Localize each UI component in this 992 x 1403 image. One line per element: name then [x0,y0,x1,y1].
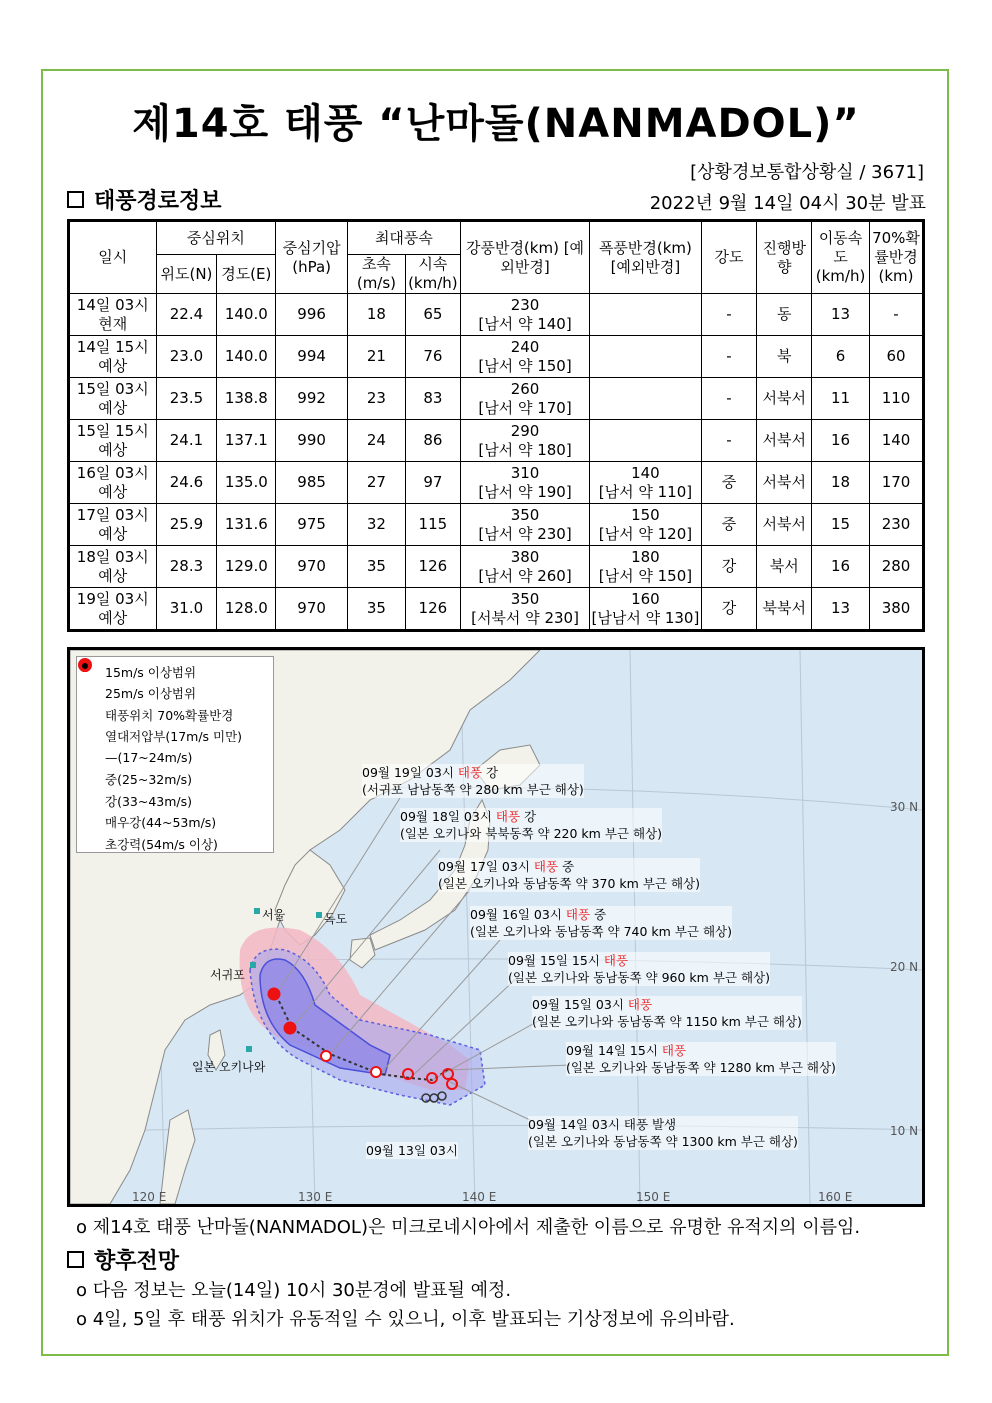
cell-time-line: 15일 15시 [76,421,149,440]
okinawa-marker-icon [246,1046,252,1052]
cell-direction: 서북서 [757,420,812,462]
header-kmh: 시속(km/h) [405,255,460,294]
header-gale: 강풍반경(km) [예외반경] [460,221,589,294]
map-label-pre: 09월 15일 03시 [532,997,628,1012]
lon-130-label: 130 E [298,1190,333,1204]
cell-time [69,420,157,462]
cell-storm [590,588,701,631]
place-dokdo: 독도 [324,912,348,926]
cell-time [69,504,157,546]
cell-time [69,336,157,378]
name-note: o 제14호 태풍 난마돌(NANMADOL)은 미크로네시아에서 제출한 이름으로 유명한 유적지의 이름임. [76,1217,861,1238]
cell-time-line: 예상 [98,356,128,375]
cell-prob: 140 [870,420,924,462]
cell-gale [460,378,589,420]
tropical-depression-icon [83,728,99,744]
cell-time-line: 14일 03시 [76,295,149,314]
map-label-sub: (일본 오키나와 동남동쪽 약 740 km 부근 해상) [470,924,732,939]
cell-lon: 140.0 [217,336,276,378]
section-track-info [67,184,222,215]
cell-gale-line: [남서 약 190] [478,482,572,501]
legend-label: 25m/s 이상범위 [105,686,197,702]
cell-gale-line: [남서 약 230] [478,524,572,543]
map-label-pre: 09월 15일 15시 [508,953,604,968]
outlook-item: o 다음 정보는 오늘(14일) 10시 30분경에 발표될 예정. [76,1280,512,1301]
map-label-post: 강 [482,765,499,780]
section-title: 태풍경로정보 [94,189,222,214]
header-time: 일시 [69,221,157,294]
cell-kmh: 126 [405,588,460,631]
map-position-label [532,996,802,1030]
cell-storm-line: [남남서 약 130] [591,608,700,627]
cell-lon: 131.6 [217,504,276,546]
legend-item [83,812,267,834]
cell-gale-line: [남서 약 170] [478,398,572,417]
cell-storm [590,504,701,546]
place-okinawa: 일본 오키나와 [192,1060,266,1074]
cell-time-line: 19일 03시 [76,589,149,608]
header-prob: 70%확률반경(km) [870,221,924,294]
lon-140-label: 140 E [462,1190,497,1204]
cell-ms: 18 [348,294,406,336]
cell-lat: 22.4 [156,294,217,336]
seoul-marker-icon [254,908,260,914]
cell-intensity: 중 [701,462,757,504]
map-label-sub: (일본 오키나와 동남동쪽 약 1300 km 부근 해상) [528,1134,798,1149]
cell-time-line: 14일 15시 [76,337,149,356]
cell-storm-line: [남서 약 120] [598,524,693,543]
map-label-title [362,764,584,781]
map-label-title [438,858,700,875]
map-label-sub: (일본 오키나와 동남동쪽 약 960 km 부근 해상) [508,970,770,985]
cell-gale [460,504,589,546]
map-label-sub: (일본 오키나와 북북동쪽 약 220 km 부근 해상) [400,826,662,841]
cell-intensity: 중 [701,504,757,546]
lat-10-label: 10 N [890,1124,919,1138]
cell-pressure: 970 [276,546,348,588]
legend-label: 열대저압부(17m/s 미만) [105,729,243,745]
cell-speed: 16 [812,420,870,462]
legend-item [83,726,267,748]
cell-time [69,546,157,588]
cell-gale [460,294,589,336]
header-wind: 최대풍속 [348,221,461,255]
lat-30-label: 30 N [890,800,919,814]
map-label-title [566,1042,836,1059]
map-label-red: 태풍 [565,907,591,922]
map-label-title [532,996,802,1013]
cell-ms: 21 [348,336,406,378]
typhoon-marker-icon [268,988,280,1000]
legend-label: 15m/s 이상범위 [105,664,197,680]
typhoon-track-map [67,647,925,1207]
cell-pressure: 990 [276,420,348,462]
map-label-pre: 09월 17일 03시 [438,859,534,874]
map-position-label [362,764,584,798]
cell-prob: 110 [870,378,924,420]
cell-gale-line: [남서 약 260] [478,566,572,585]
cell-intensity: - [701,378,757,420]
cell-time-line: 17일 03시 [76,505,149,524]
map-label-pre: 09월 19일 03시 [362,765,458,780]
cell-ms: 27 [348,462,406,504]
legend-label: 태풍위치 70%확률반경 [105,707,234,723]
map-label-sub: (일본 오키나와 동남동쪽 약 1150 km 부근 해상) [532,1014,802,1029]
cell-direction: 북 [757,336,812,378]
cell-time-line: 현재 [98,314,128,333]
medium-typhoon-icon [83,771,99,787]
cell-ms: 32 [348,504,406,546]
cell-intensity: - [701,294,757,336]
cell-intensity: 강 [701,588,757,631]
cell-prob: 280 [870,546,924,588]
cell-time [69,588,157,631]
cell-gale-line: 260 [510,379,540,398]
typhoon-marker-icon [284,1022,296,1034]
header-pressure: 중심기압(hPa) [276,221,348,294]
cell-ms: 24 [348,420,406,462]
header-intensity: 강도 [701,221,757,294]
cell-pressure: 975 [276,504,348,546]
map-label-red: 태풍 [661,1043,687,1058]
seogwipo-marker-icon [250,962,256,968]
cell-lon: 138.8 [217,378,276,420]
legend-item [83,790,267,812]
cell-gale-line: [서북서 약 230] [471,608,579,627]
map-position-label [438,858,700,892]
map-label-post: 중 [590,907,607,922]
lon-160-label: 160 E [818,1190,853,1204]
cell-lat: 23.0 [156,336,217,378]
cell-gale [460,420,589,462]
legend-item [83,661,267,683]
cell-storm-line: 180 [631,547,660,566]
cell-storm [590,462,701,504]
checkbox-square-icon [67,191,84,208]
cell-storm [590,378,701,420]
cell-storm [590,336,701,378]
cell-storm-line: [남서 약 110] [598,482,693,501]
map-label-13: 09월 13일 03시 [366,1143,458,1158]
place-seogwipo: 서귀포 [210,968,245,982]
header-lon: 경도(E) [217,255,276,294]
strong-typhoon-icon [83,793,99,809]
cell-gale-line: 380 [510,547,540,566]
cell-lat: 31.0 [156,588,217,631]
cell-intensity: - [701,420,757,462]
cell-time-line: 예상 [98,566,128,585]
very-strong-typhoon-icon [83,814,99,830]
cell-time-line: 15일 03시 [76,379,149,398]
cell-gale-line: [남서 약 140] [478,314,572,333]
outlook-item: o 4일, 5일 후 태풍 위치가 유동적일 수 있으니, 이후 발표되는 기상정보에 유의바람. [76,1309,735,1330]
cell-time [69,378,157,420]
cell-direction: 서북서 [757,378,812,420]
map-position-label [470,906,732,940]
cell-time-line: 예상 [98,524,128,543]
cell-time-line: 예상 [98,482,128,501]
table-row [69,504,924,546]
office-info: [상황경보통합상황실 / 3671] [690,162,924,183]
map-legend [76,656,274,853]
cell-lat: 25.9 [156,504,217,546]
page-title: 제14호 태풍 “난마돌(NANMADOL)” [132,101,860,147]
map-label-post: 중 [558,859,575,874]
cell-speed: 6 [812,336,870,378]
cell-gale-line: 290 [510,421,540,440]
cell-storm-line: 140 [631,463,660,482]
cell-prob: 380 [870,588,924,631]
map-label-sub: (일본 오키나와 동남동쪽 약 370 km 부근 해상) [438,876,700,891]
header-direction: 진행방향 [757,221,812,294]
cell-speed: 15 [812,504,870,546]
cell-kmh: 115 [405,504,460,546]
cell-time-line: 18일 03시 [76,547,149,566]
checkbox-square-icon [67,1251,84,1268]
cell-kmh: 83 [405,378,460,420]
cell-lat: 24.6 [156,462,217,504]
cell-gale-line: 230 [510,295,540,314]
cell-lon: 129.0 [217,546,276,588]
cell-speed: 11 [812,378,870,420]
cell-direction: 동 [757,294,812,336]
cell-kmh: 65 [405,294,460,336]
cell-lon: 140.0 [217,294,276,336]
map-label-pre: 09월 18일 03시 [400,809,496,824]
cell-prob: 230 [870,504,924,546]
cell-gale-line: 240 [510,337,540,356]
table-row [69,546,924,588]
typhoon-marker-icon [371,1067,381,1077]
legend-item [83,747,267,769]
map-position-label [508,952,770,986]
track-table [67,219,925,632]
cell-intensity: 강 [701,546,757,588]
map-label-post: 강 [520,809,537,824]
map-position-label [566,1042,836,1076]
cell-gale [460,588,589,631]
pink-circle-icon [83,707,99,723]
legend-item [83,833,267,855]
cell-speed: 16 [812,546,870,588]
cell-lat: 28.3 [156,546,217,588]
cell-intensity: - [701,336,757,378]
header-center: 중심위치 [156,221,276,255]
cell-storm-line: 150 [631,505,660,524]
lon-120-label: 120 E [132,1190,167,1204]
cell-lat: 23.5 [156,378,217,420]
cell-gale-line: [남서 약 150] [478,356,572,375]
cell-kmh: 126 [405,546,460,588]
cell-storm [590,420,701,462]
legend-item [83,704,267,726]
table-row [69,588,924,631]
table-row [69,420,924,462]
cell-direction: 서북서 [757,504,812,546]
cell-pressure: 985 [276,462,348,504]
cell-storm-line: 160 [631,589,660,608]
super-typhoon-icon [83,836,99,852]
map-label-pre: 09월 14일 03시 태풍 발생 [528,1117,677,1132]
lat-20-label: 20 N [890,960,919,974]
cell-gale-line: 350 [510,505,540,524]
legend-label: 강(33~43m/s) [105,793,193,809]
issued-time: 2022년 9월 14일 04시 30분 발표 [649,193,926,214]
cell-gale [460,336,589,378]
cell-speed: 13 [812,294,870,336]
map-label-title [528,1116,798,1133]
cell-kmh: 97 [405,462,460,504]
section-outlook [67,1244,179,1275]
map-label-pre: 09월 16일 03시 [470,907,566,922]
header-speed: 이동속도(km/h) [812,221,870,294]
lon-150-label: 150 E [636,1190,671,1204]
header-storm: 폭풍반경(km) [예외반경] [590,221,701,294]
cell-lon: 128.0 [217,588,276,631]
cell-lon: 135.0 [217,462,276,504]
map-label-red: 태풍 [627,997,653,1012]
legend-label: —(17~24m/s) [105,750,193,766]
cell-ms: 35 [348,588,406,631]
cell-storm [590,294,701,336]
map-label-red: 태풍 [603,953,629,968]
cell-prob: - [870,294,924,336]
cell-prob: 60 [870,336,924,378]
cell-gale-line: [남서 약 180] [478,440,572,459]
legend-label: 중(25~32m/s) [105,772,193,788]
cell-direction: 북북서 [757,588,812,631]
dokdo-marker-icon [316,912,322,918]
cell-pressure: 994 [276,336,348,378]
cell-time-line: 16일 03시 [76,463,149,482]
cell-kmh: 76 [405,336,460,378]
place-seoul: 서울 [262,908,286,922]
map-position-label [528,1116,798,1150]
map-label-sub: (일본 오키나와 동남동쪽 약 1280 km 부근 해상) [566,1060,836,1075]
legend-item [83,769,267,791]
cell-lat: 24.1 [156,420,217,462]
cell-time-line: 예상 [98,398,128,417]
map-label-red: 태풍 [495,809,521,824]
map-label-red: 태풍 [533,859,559,874]
map-label-red: 태풍 [457,765,483,780]
cell-prob: 170 [870,462,924,504]
table-row [69,336,924,378]
map-label-pre: 09월 14일 15시 [566,1043,662,1058]
cell-gale [460,546,589,588]
legend-item [83,683,267,705]
cell-speed: 18 [812,462,870,504]
typhoon-marker-icon [321,1051,331,1061]
cell-time-line: 예상 [98,608,128,627]
cell-direction: 서북서 [757,462,812,504]
cell-lon: 137.1 [217,420,276,462]
map-position-label [400,808,662,842]
legend-label: 매우강(44~53m/s) [105,815,217,831]
cell-time [69,462,157,504]
map-label-title [470,906,732,923]
header-ms: 초속(m/s) [348,255,406,294]
cell-speed: 13 [812,588,870,631]
cell-ms: 23 [348,378,406,420]
cell-time-line: 예상 [98,440,128,459]
cell-gale-line: 310 [510,463,540,482]
table-row [69,294,924,336]
cell-direction: 북서 [757,546,812,588]
cell-ms: 35 [348,546,406,588]
header-lat: 위도(N) [156,255,217,294]
cell-pressure: 992 [276,378,348,420]
table-row [69,378,924,420]
table-row [69,462,924,504]
cell-gale [460,462,589,504]
cell-gale-line: 350 [510,589,540,608]
cell-pressure: 970 [276,588,348,631]
cell-storm [590,546,701,588]
legend-label: 초강력(54m/s 이상) [105,836,218,852]
map-label-title [508,952,770,969]
cell-kmh: 86 [405,420,460,462]
section-title: 향후전망 [94,1249,180,1274]
cell-time [69,294,157,336]
weak-typhoon-icon [83,750,99,766]
blue-circle-icon [83,685,99,701]
map-label-sub: (서귀포 남남동쪽 약 280 km 부근 해상) [362,782,584,797]
cell-pressure: 996 [276,294,348,336]
map-label-title [400,808,662,825]
cell-storm-line: [남서 약 150] [598,566,693,585]
